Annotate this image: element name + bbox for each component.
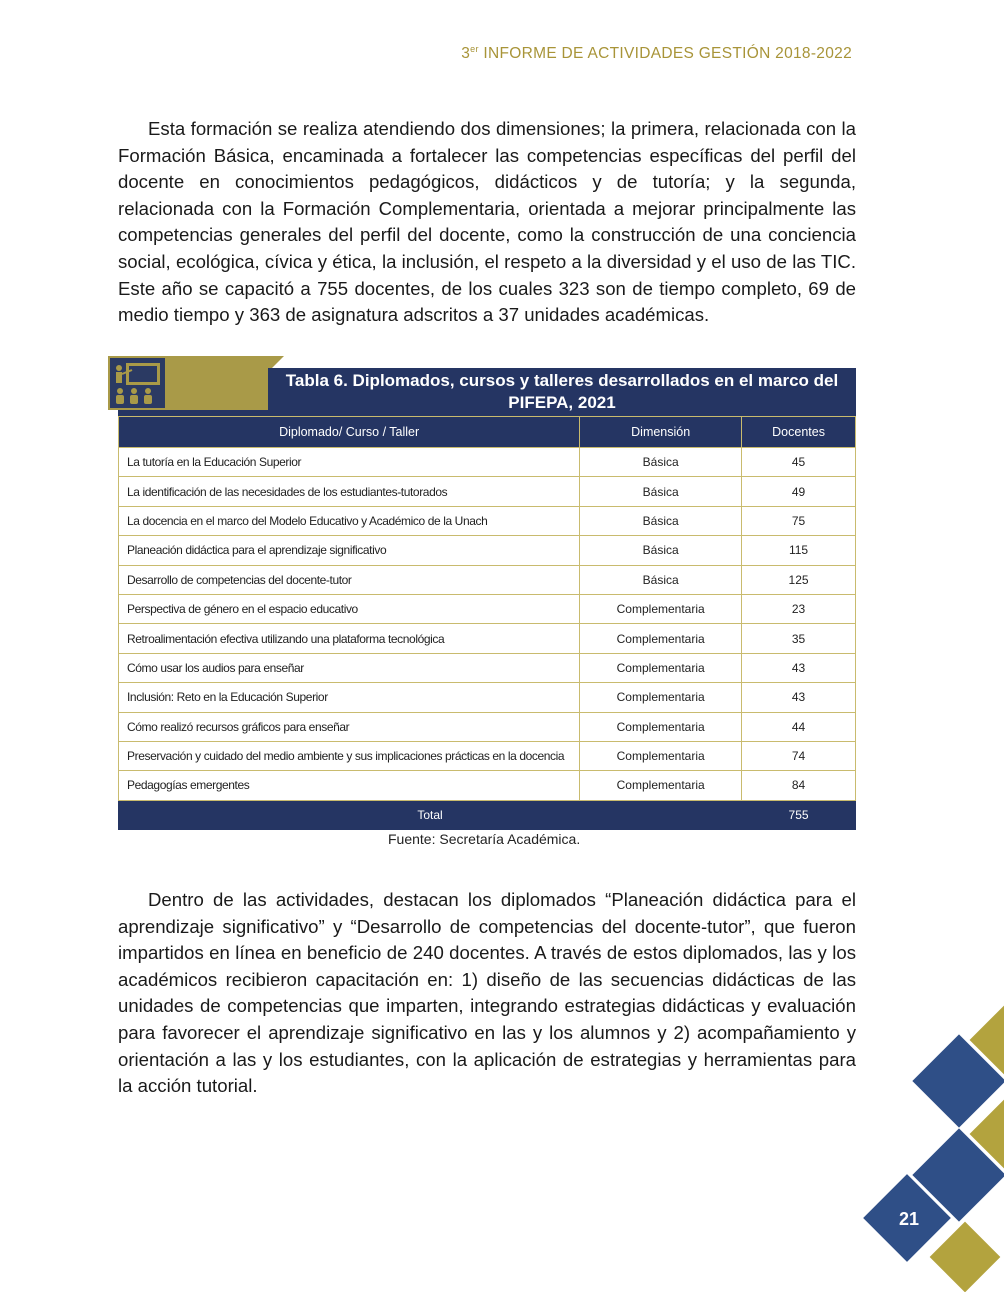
cell-dimension: Básica [580, 477, 742, 506]
table-title [268, 368, 856, 416]
cell-dimension: Básica [580, 536, 742, 565]
cell-course: La docencia en el marco del Modelo Educativo y Académico de la Unach [119, 506, 580, 535]
table-row [119, 565, 856, 594]
cell-dimension: Complementaria [580, 683, 742, 712]
total-value: 755 [742, 800, 856, 829]
table-title-line-1: Tabla 6. Diplomados, cursos y talleres desarrollados en el marco del [285, 371, 839, 390]
cell-teachers: 43 [742, 683, 856, 712]
table-header-row [119, 417, 856, 448]
cell-course: Cómo realizó recursos gráficos para enseñar [119, 712, 580, 741]
cell-course: Planeación didáctica para el aprendizaje significativo [119, 536, 580, 565]
table-row [119, 448, 856, 477]
table-row [119, 477, 856, 506]
column-header-dimension: Dimensión [580, 417, 742, 448]
cell-course: Retroalimentación efectiva utilizando una plataforma tecnológica [119, 624, 580, 653]
cell-teachers: 43 [742, 653, 856, 682]
table-source: Fuente: Secretaría Académica. [388, 831, 581, 847]
page-number: 21 [898, 1209, 920, 1229]
cell-teachers: 84 [742, 771, 856, 800]
paragraph-intro [118, 116, 856, 329]
cell-teachers: 44 [742, 712, 856, 741]
cell-course: Cómo usar los audios para enseñar [119, 653, 580, 682]
paragraph-intro-text: Esta formación se realiza atendiendo dos dimensiones; la primera, relacionada con la Formación Básica, encaminada a fortalecer las competencias específicas del perfil del docente en conocimientos pedagógicos, didácticos y de tutoría; y la segunda, relacionada con la Formación Complementaria, orientada a mejorar principalmente las competencias generales del perfil del docente, como la construcción de una conciencia social, ecológica, cívica y ética, la inclusión, el respeto a la diversidad y el uso de las TIC. Este año se capacitó a 755 docentes, de los cuales 323 son de tiempo completo, 69 de medio tiempo y 363 de asignatura adscritos a 37 unidades académicas. [118, 118, 856, 326]
paragraph-activities-text: Dentro de las actividades, destacan los diplomados “Planeación didáctica para el aprendizaje significativo” y “Desarrollo de competencias del docente-tutor”, que fueron impartidos en línea en beneficio de 240 docentes. A través de estos diplomados, las y los académicos recibieron capacitación en: 1) diseño de las secuencias didácticas de las unidades de competencias que imparten, integrando estrategias didácticas y evaluación para favorecer el aprendizaje significativo en las y los alumnos y 2) acompañamiento y orientación a las y los estudiantes, con la aplicación de estrategias y herramientas para la acción tutorial. [118, 889, 856, 1097]
cell-course: La identificación de las necesidades de los estudiantes-tutorados [119, 477, 580, 506]
cell-teachers: 49 [742, 477, 856, 506]
table-row [119, 506, 856, 535]
cell-dimension: Complementaria [580, 624, 742, 653]
cell-teachers: 115 [742, 536, 856, 565]
table-title-line-2: PIFEPA, 2021 [508, 393, 616, 412]
table-row [119, 712, 856, 741]
cell-dimension: Básica [580, 506, 742, 535]
cell-course: Perspectiva de género en el espacio educativo [119, 594, 580, 623]
table-total-row [119, 800, 856, 829]
cell-course: Inclusión: Reto en la Educación Superior [119, 683, 580, 712]
page-header [461, 44, 852, 63]
header-title: INFORME DE ACTIVIDADES GESTIÓN 2018-2022 [478, 45, 852, 63]
cell-teachers: 23 [742, 594, 856, 623]
teacher-presentation-icon [110, 358, 165, 408]
table-row [119, 594, 856, 623]
cell-course: Pedagogías emergentes [119, 771, 580, 800]
cell-teachers: 75 [742, 506, 856, 535]
table-row [119, 771, 856, 800]
table-row [119, 653, 856, 682]
cell-dimension: Complementaria [580, 741, 742, 770]
cell-teachers: 45 [742, 448, 856, 477]
cell-course: Desarrollo de competencias del docente-tutor [119, 565, 580, 594]
cell-dimension: Complementaria [580, 653, 742, 682]
column-header-teachers: Docentes [742, 417, 856, 448]
cell-teachers: 74 [742, 741, 856, 770]
header-ordinal: 3 [461, 45, 471, 63]
cell-dimension: Complementaria [580, 594, 742, 623]
cell-dimension: Básica [580, 448, 742, 477]
total-label: Total [119, 800, 742, 829]
decor-diamond-gold [930, 1222, 1001, 1292]
table-row [119, 741, 856, 770]
cell-course: La tutoría en la Educación Superior [119, 448, 580, 477]
table-row [119, 624, 856, 653]
cell-teachers: 35 [742, 624, 856, 653]
header-ordinal-suffix: er [470, 44, 479, 54]
cell-dimension: Básica [580, 565, 742, 594]
cell-dimension: Complementaria [580, 771, 742, 800]
data-table [118, 416, 856, 830]
cell-teachers: 125 [742, 565, 856, 594]
table-row [119, 683, 856, 712]
cell-course: Preservación y cuidado del medio ambiente y sus implicaciones prácticas en la docencia [119, 741, 580, 770]
column-header-course: Diplomado/ Curso / Taller [119, 417, 580, 448]
paragraph-activities [118, 887, 856, 1100]
table-row [119, 536, 856, 565]
cell-dimension: Complementaria [580, 712, 742, 741]
